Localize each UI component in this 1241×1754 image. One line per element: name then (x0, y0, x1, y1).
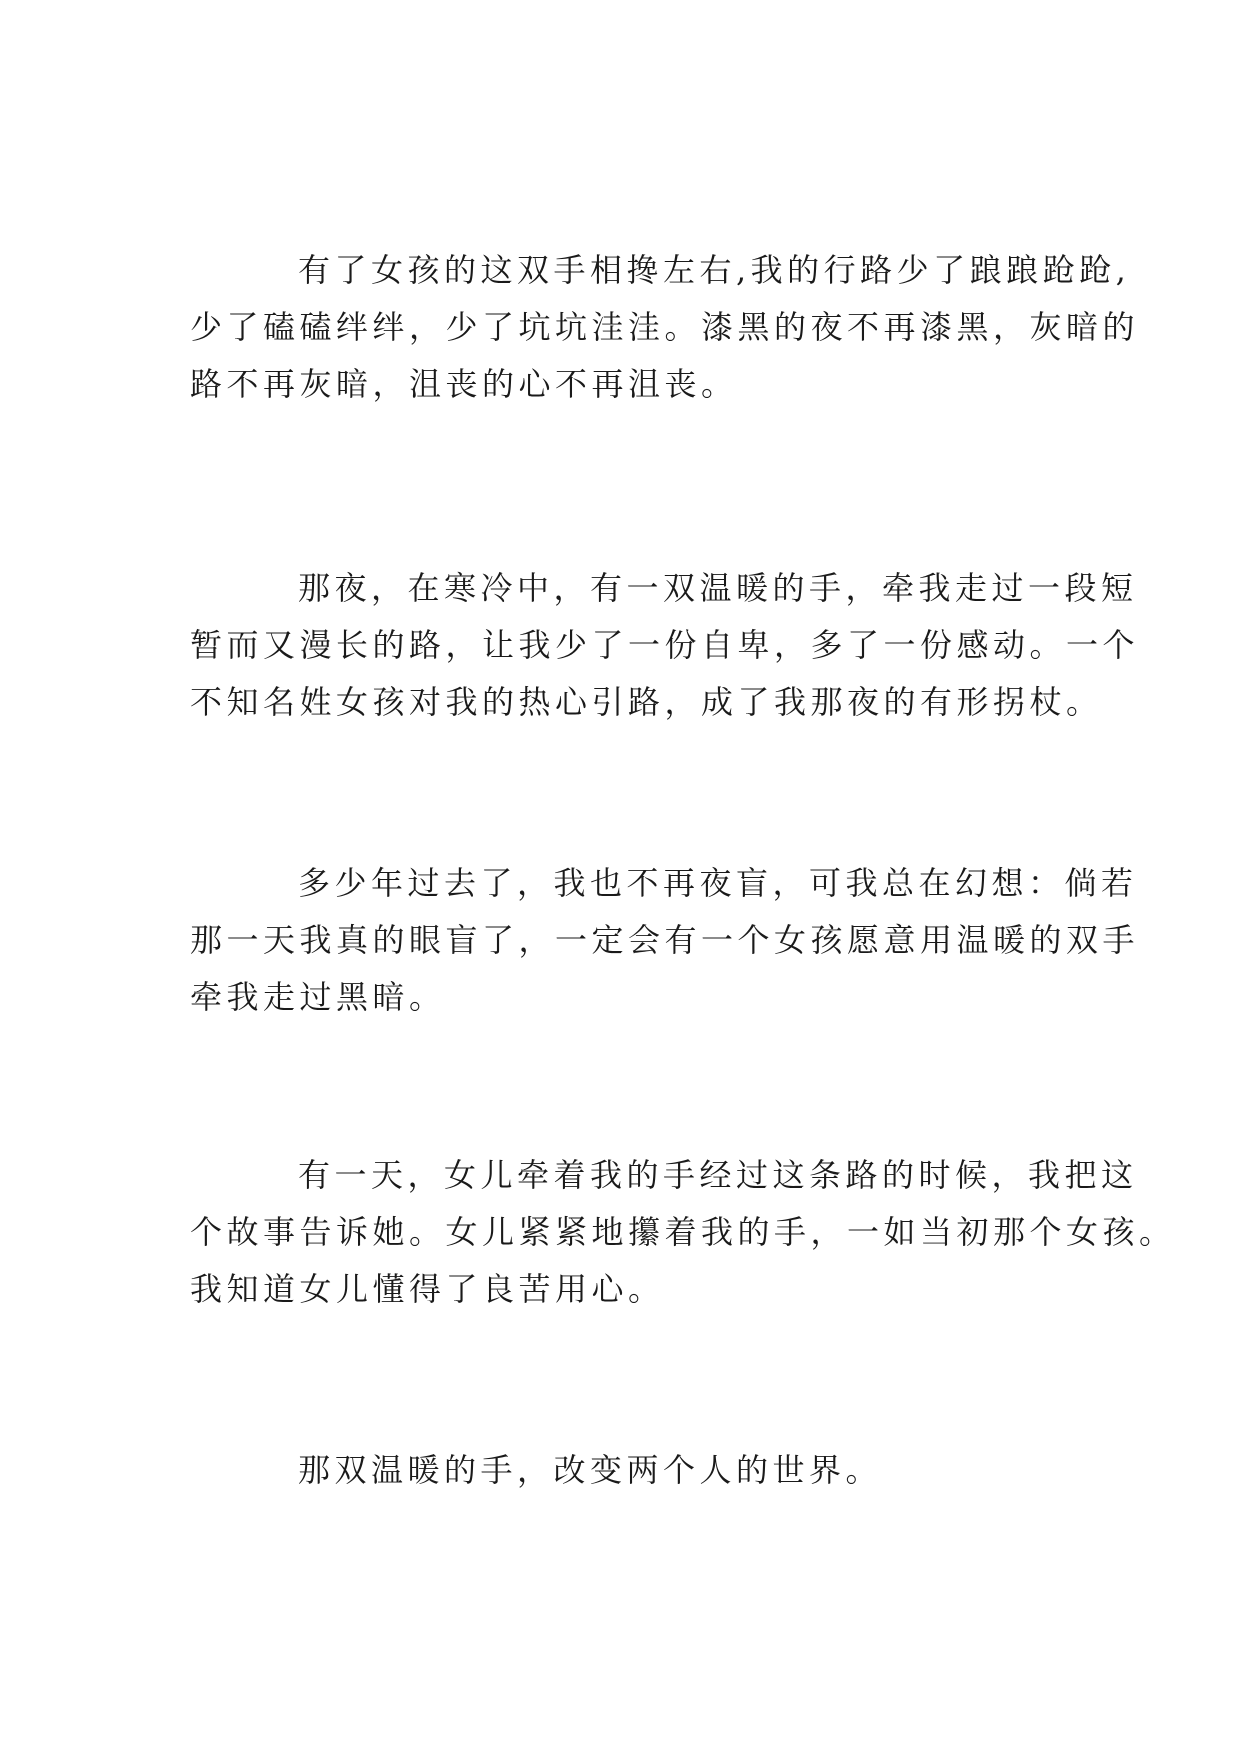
paragraph-line: 多少年过去了，我也不再夜盲，可我总在幻想：倘若 (298, 864, 1138, 902)
paragraph-line: 牵我走过黑暗。 (190, 978, 446, 1016)
paragraph-line: 有一天，女儿牵着我的手经过这条路的时候，我把这 (298, 1156, 1138, 1194)
paragraph-line: 那夜，在寒冷中，有一双温暖的手，牵我走过一段短 (298, 569, 1138, 607)
paragraph-line: 不知名姓女孩对我的热心引路，成了我那夜的有形拐杖。 (190, 683, 1103, 721)
paragraph-line: 那一天我真的眼盲了，一定会有一个女孩愿意用温暖的双手 (190, 921, 1140, 959)
paragraph-line: 那双温暖的手，改变两个人的世界。 (298, 1451, 883, 1489)
paragraph-line: 暂而又漫长的路，让我少了一份自卑，多了一份感动。一个 (190, 626, 1140, 664)
paragraph-line: 路不再灰暗，沮丧的心不再沮丧。 (190, 365, 738, 403)
paragraph-line: 少了磕磕绊绊，少了坑坑洼洼。漆黑的夜不再漆黑，灰暗的 (190, 308, 1140, 346)
paragraph-line: 个故事告诉她。女儿紧紧地攥着我的手，一如当初那个女孩。 (190, 1213, 1176, 1251)
paragraph-line: 我知道女儿懂得了良苦用心。 (190, 1270, 665, 1308)
paragraph-line: 有了女孩的这双手相搀左右,我的行路少了踉踉跄跄, (298, 251, 1131, 289)
